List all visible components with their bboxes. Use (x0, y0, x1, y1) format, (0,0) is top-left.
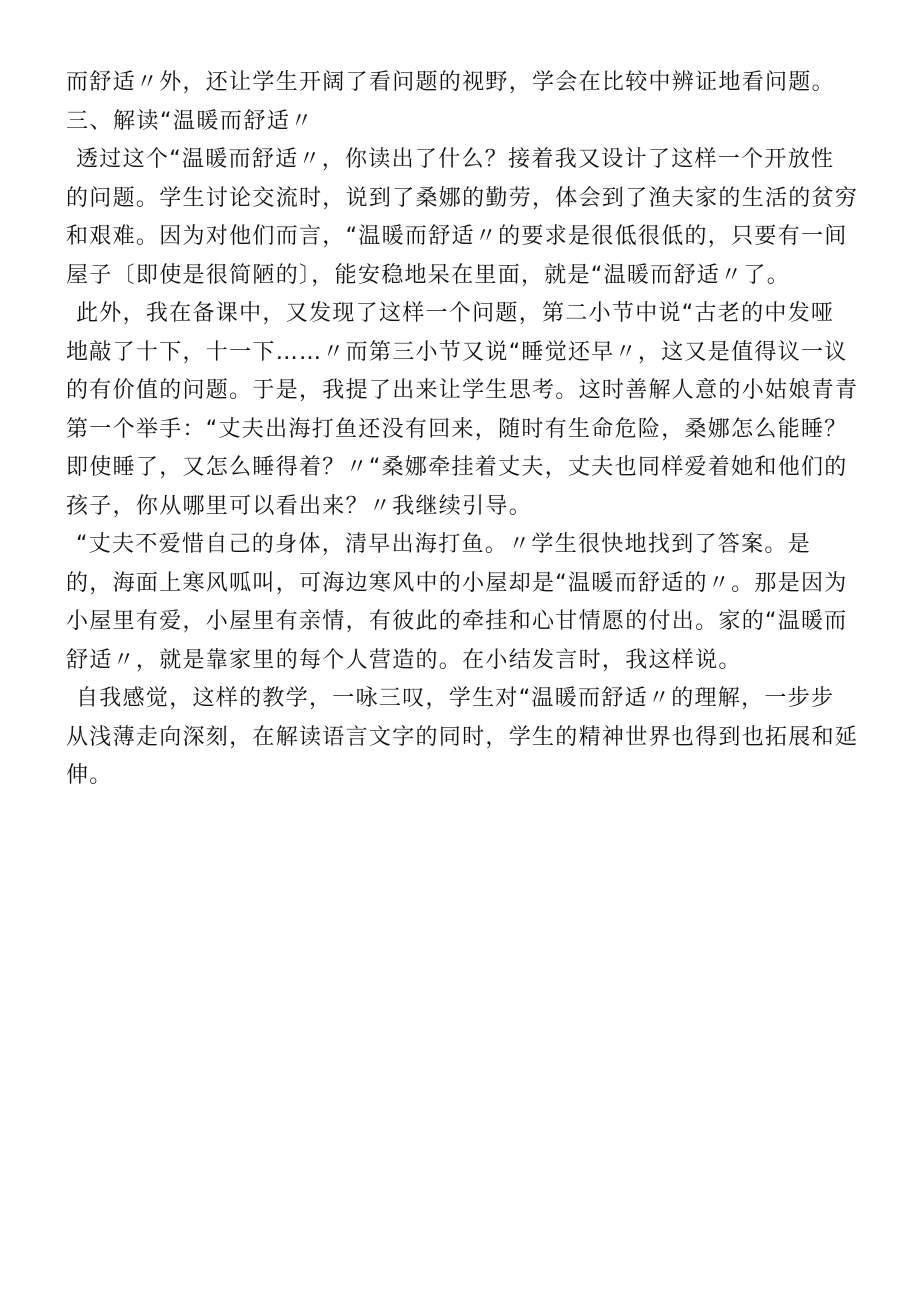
text-line: 舒适〃，就是靠家里的每个人营造的。在小结发言时，我这样说。 (66, 647, 742, 673)
text-line: 小屋里有爱，小屋里有亲情，有彼此的牵挂和心甘情愿的付出。家的“温暖而 (66, 609, 848, 634)
document-body (66, 64, 859, 796)
text-line: 地敲了十下，十一下……〃而第三小节又说“睡觉还早〃，这又是值得议一议 (66, 339, 848, 365)
text-line: 和艰难。因为对他们而言，“温暖而舒适〃的要求是很低很低的，只要有一间 (66, 224, 848, 249)
text-line: 而舒适〃外，还让学生开阔了看问题的视野，学会在比较中辨证地看问题。 (66, 70, 835, 95)
text-line: 此外，我在备课中，又发现了这样一个问题，第二小节中说“古老的中发哑 (76, 301, 835, 326)
text-line: 孩子，你从哪里可以看出来？〃我继续引导。 (66, 493, 533, 519)
text-line: 第一个举手：“丈夫出海打鱼还没有回来，随时有生命危险，桑娜怎么能睡？ (66, 416, 848, 442)
section-heading: 三、解读“温暖而舒适〃 (66, 108, 314, 134)
text-line: “丈夫不爱惜自己的身体，清早出海打鱼。〃学生很快地找到了答案。是 (76, 532, 811, 557)
text-line: 的有价值的问题。于是，我提了出来让学生思考。这时善解人意的小姑娘青青 (66, 378, 859, 403)
text-line: 即使睡了，又怎么睡得着？〃“桑娜牵挂着丈夫，丈夫也同样爱着她和他们的 (66, 455, 848, 480)
text-line: 透过这个“温暖而舒适〃，你读出了什么？接着我又设计了这样一个开放性 (76, 147, 835, 172)
text-line: 屋子〔即使是很简陋的〕，能安稳地呆在里面，就是“温暖而舒适〃了。 (66, 262, 790, 288)
text-line: 自我感觉，这样的教学，一咏三叹，学生对“温暖而舒适〃的理解，一步步 (76, 686, 835, 711)
text-line: 从浅薄走向深刻，在解读语言文字的同时，学生的精神世界也得到也拓展和延 (66, 724, 859, 750)
text-line: 的，海面上寒风呱叫，可海边寒风中的小屋却是“温暖而舒适的〃。那是因为 (66, 570, 848, 596)
text-line: 的问题。学生讨论交流时，说到了桑娜的勤劳，体会到了渔夫家的生活的贫穷 (66, 185, 859, 211)
text-line: 伸。 (66, 763, 113, 788)
